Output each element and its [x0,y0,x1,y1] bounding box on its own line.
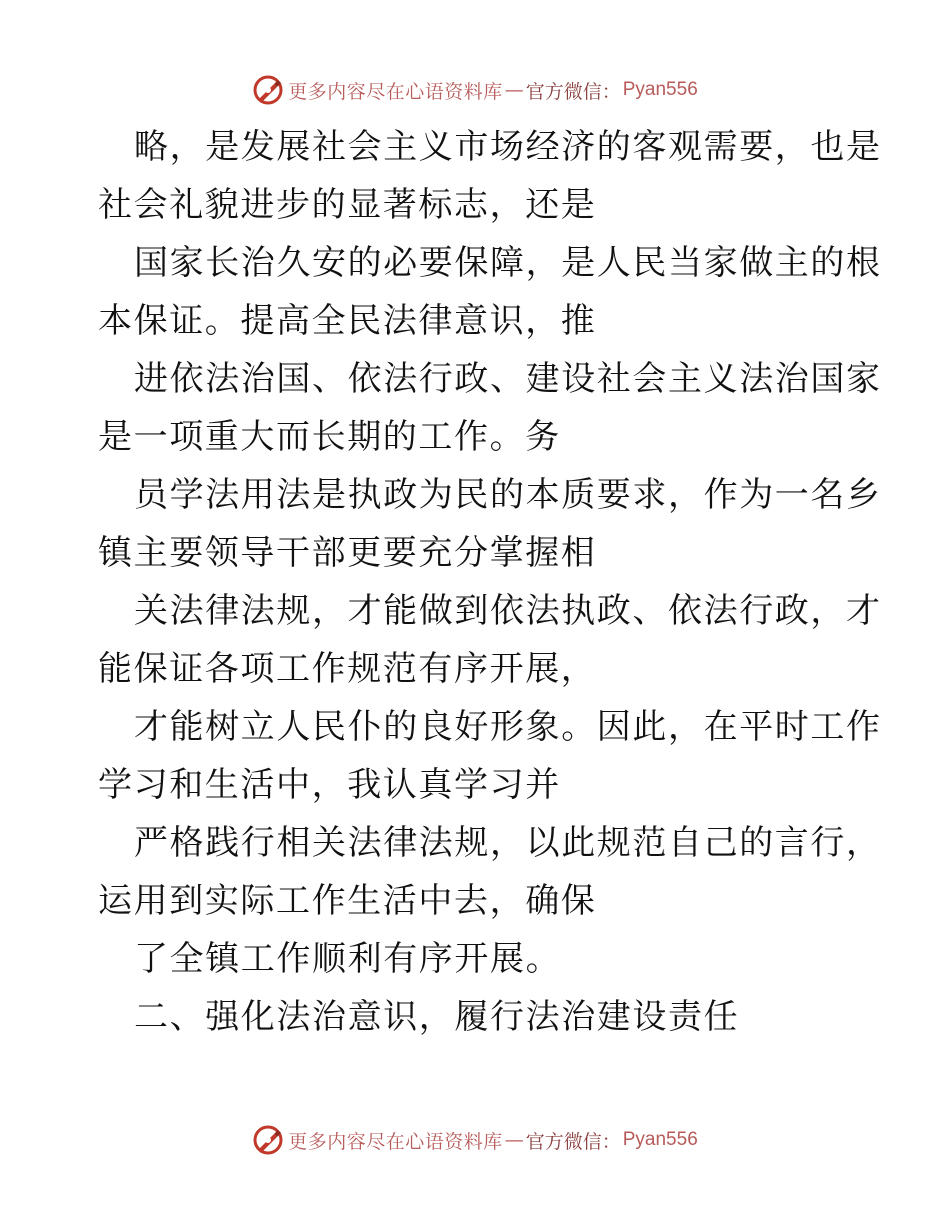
header-banner-id: Pyan556 [622,79,698,100]
text-line: 才能树立人民仆的良好形象。因此，在平时工作 [134,707,882,747]
footer-banner [0,1120,950,1160]
text-line: 关法律法规，才能做到依法执政、依法行政，才 [134,591,882,631]
section-heading: 二、强化法治意识，履行法治建设责任 [134,997,740,1037]
text-line: 略，是发展社会主义市场经济的客观需要，也是 [134,127,882,167]
header-banner [0,70,950,110]
footer-banner-label: 官方微信： [525,1130,621,1153]
text-line: 能保证各项工作规范有序开展， [98,649,597,689]
pen-logo-icon [252,1124,284,1156]
text-line: 员学法用法是执政为民的本质要求，作为一名乡 [134,475,882,515]
text-line: 了全镇工作顺利有序开展。 [134,939,562,979]
pen-logo-icon [252,74,284,106]
text-line: 社会礼貌进步的显著标志，还是 [98,185,597,225]
text-line: 国家长治久安的必要保障，是人民当家做主的根 [134,243,882,283]
text-line: 进依法治国、依法行政、建设社会主义法治国家 [134,359,882,399]
text-line: 是一项重大而长期的工作。务 [98,417,561,457]
text-line: 本保证。提高全民法律意识，推 [98,301,597,341]
footer-banner-id: Pyan556 [622,1129,698,1150]
body-text [98,118,882,1046]
header-banner-text: 更多内容尽在心语资料库 [288,80,503,103]
footer-banner-separator: — [504,1129,524,1151]
text-line: 学习和生活中，我认真学习并 [98,765,561,805]
text-line: 严格践行相关法律法规，以此规范自己的言行， [134,823,882,863]
text-line: 镇主要领导干部更要充分掌握相 [98,533,597,573]
footer-banner-text: 更多内容尽在心语资料库 [288,1130,503,1153]
header-banner-label: 官方微信： [525,80,621,103]
text-line: 运用到实际工作生活中去，确保 [98,881,597,921]
header-banner-separator: — [504,79,524,101]
